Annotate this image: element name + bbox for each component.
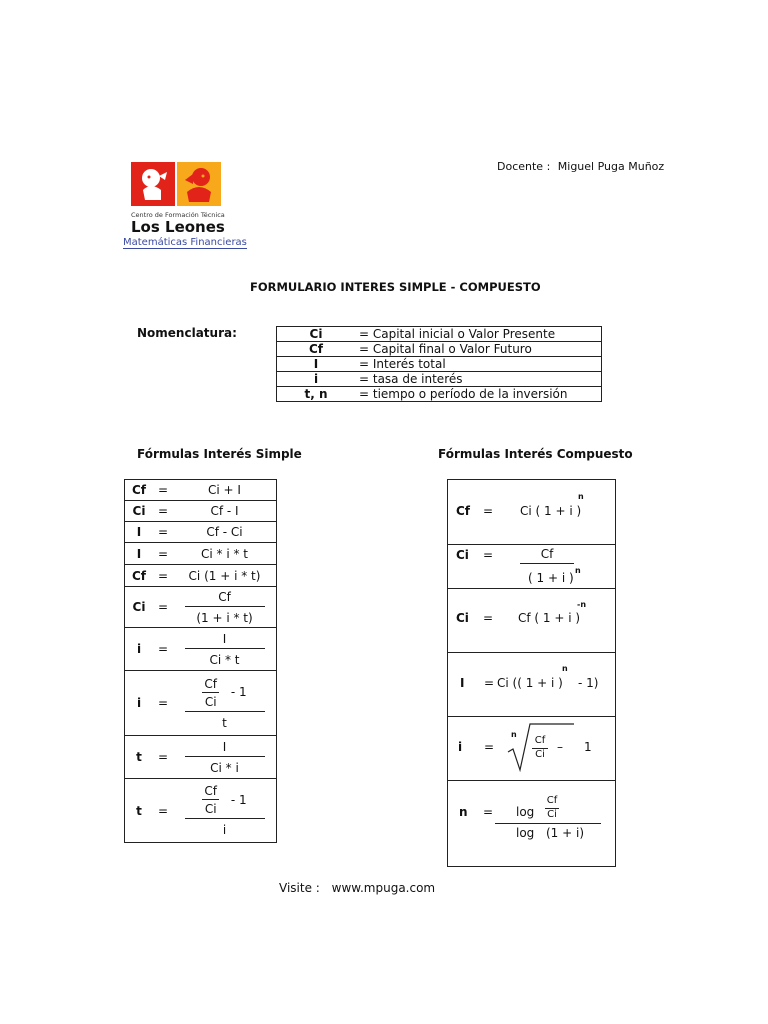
log-label: log <box>516 826 535 840</box>
equals-sign: = <box>153 587 173 628</box>
fraction-bar <box>520 563 574 564</box>
fraction-denominator: (1 + i * t) <box>185 606 265 625</box>
formula-symbol: i <box>458 740 463 754</box>
formula-expression: Ci * i * t <box>173 543 277 565</box>
formula-expression: Ci (1 + i * t) <box>173 565 277 587</box>
equals-sign: = <box>153 671 173 736</box>
equals-sign: = <box>483 611 494 625</box>
fraction-numerator: Cf <box>534 735 546 746</box>
lion-right-icon <box>177 162 221 206</box>
formula-expression: - 1) <box>578 676 599 690</box>
fraction-denominator: Ci <box>547 809 557 820</box>
page-title: FORMULARIO INTERES SIMPLE - COMPUESTO <box>250 280 541 294</box>
fraction-numerator: Cf <box>204 676 217 691</box>
fraction-denominator: Ci <box>535 749 545 760</box>
formula-symbol: I <box>125 522 154 543</box>
fraction-denominator: Ci * t <box>185 648 265 667</box>
logo-subtitle: Matemáticas Financieras <box>123 237 247 248</box>
fraction-denominator: i <box>185 818 265 837</box>
table-row <box>277 342 602 357</box>
table-row <box>448 652 615 717</box>
exponent: -n <box>577 600 587 609</box>
formula-constant: 1 <box>584 740 592 754</box>
root-index: n <box>511 730 517 739</box>
equals-sign: = <box>153 628 173 671</box>
table-row <box>125 522 277 543</box>
table-row <box>448 544 615 589</box>
nomenclature-table <box>276 326 602 402</box>
nom-description: = tasa de interés <box>355 372 602 387</box>
exponent: n <box>578 492 584 501</box>
simple-formulas-table <box>124 479 277 843</box>
table-row <box>125 779 277 843</box>
equals-sign: = <box>483 548 494 562</box>
nom-description: = Capital final o Valor Futuro <box>355 342 602 357</box>
nom-symbol: Cf <box>277 342 356 357</box>
nomenclature-label: Nomenclatura: <box>137 326 237 340</box>
footer <box>279 881 435 895</box>
table-row <box>448 716 615 781</box>
fraction-numerator: Cf <box>218 589 231 604</box>
table-row <box>277 387 602 402</box>
nom-description: = Capital inicial o Valor Presente <box>355 327 602 342</box>
fraction-denominator: Ci <box>202 799 219 816</box>
table-row <box>125 736 277 779</box>
docente-label: Docente : <box>497 160 551 173</box>
equals-sign: = <box>153 522 173 543</box>
table-row <box>277 357 602 372</box>
nom-symbol: I <box>277 357 356 372</box>
equals-sign: = <box>153 501 173 522</box>
footer-link[interactable]: www.mpuga.com <box>331 881 436 895</box>
formula-symbol: t <box>125 779 154 843</box>
equals-sign: = <box>153 480 173 501</box>
docente-line <box>497 160 664 173</box>
table-row <box>277 372 602 387</box>
lion-left-icon <box>131 162 175 206</box>
table-row <box>125 587 277 628</box>
formula-expression: Ci ( 1 + i ) <box>520 504 582 518</box>
formula-expression <box>173 671 277 736</box>
fraction-denominator: t <box>185 711 265 730</box>
table-row <box>277 327 602 342</box>
formula-symbol: Ci <box>125 587 154 628</box>
table-row <box>125 543 277 565</box>
footer-label: Visite : <box>279 881 320 895</box>
log-label: log <box>516 805 535 819</box>
formula-symbol: Ci <box>456 611 469 625</box>
table-row <box>448 780 615 865</box>
table-row <box>125 480 277 501</box>
simple-heading: Fórmulas Interés Simple <box>137 447 302 461</box>
formula-symbol: I <box>125 543 154 565</box>
nom-description: = Interés total <box>355 357 602 372</box>
equals-sign: = <box>153 543 173 565</box>
nom-symbol: i <box>277 372 356 387</box>
formula-expression: Cf - I <box>173 501 277 522</box>
formula-expression: Ci + I <box>173 480 277 501</box>
formula-symbol: Cf <box>125 565 154 587</box>
exponent: n <box>575 566 581 575</box>
fraction-denominator: Ci * i <box>185 756 265 775</box>
fraction-numerator: I <box>222 631 227 646</box>
equals-sign: = <box>483 805 494 819</box>
nom-symbol: t, n <box>277 387 356 402</box>
compound-formulas-panel <box>447 479 616 867</box>
formula-symbol: I <box>460 676 465 690</box>
logo-line1: Centro de Formación Técnica <box>131 211 225 219</box>
formula-expression <box>173 779 277 843</box>
table-row <box>448 480 615 545</box>
minus-sign: – <box>557 740 563 754</box>
fraction-bar <box>495 823 601 824</box>
formula-expression: Ci (( 1 + i ) <box>497 676 563 690</box>
formula-symbol: t <box>125 736 154 779</box>
formula-symbol: Ci <box>456 548 469 562</box>
nom-description: = tiempo o período de la inversión <box>355 387 602 402</box>
table-row <box>448 588 615 653</box>
equals-sign: = <box>484 740 495 754</box>
minus-one: - 1 <box>230 685 247 699</box>
formula-symbol: n <box>459 805 468 819</box>
equals-sign: = <box>153 736 173 779</box>
logo <box>120 160 247 252</box>
formula-symbol: Cf <box>125 480 154 501</box>
formula-symbol: Ci <box>125 501 154 522</box>
equals-sign: = <box>483 504 494 518</box>
equals-sign: = <box>153 565 173 587</box>
compound-heading: Fórmulas Interés Compuesto <box>438 447 633 461</box>
formula-symbol: i <box>125 671 154 736</box>
exponent: n <box>562 664 568 673</box>
formula-expression <box>173 736 277 779</box>
minus-one: - 1 <box>230 792 247 807</box>
fraction-denominator: Ci <box>202 692 219 709</box>
fraction-numerator: Cf <box>546 795 558 806</box>
equals-sign: = <box>153 779 173 843</box>
fraction-numerator: Cf <box>540 547 554 561</box>
formula-symbol: Cf <box>456 504 471 518</box>
logo-line2: Los Leones <box>131 218 225 236</box>
fraction-denominator: (1 + i) <box>546 826 585 840</box>
fraction-numerator: I <box>222 739 227 754</box>
table-row <box>125 671 277 736</box>
table-row <box>125 628 277 671</box>
fraction-denominator: ( 1 + i ) <box>528 571 574 585</box>
table-row <box>125 565 277 587</box>
formula-symbol: i <box>125 628 154 671</box>
equals-sign: = <box>484 676 495 690</box>
formula-expression <box>173 628 277 671</box>
fraction-numerator: Cf <box>204 784 217 798</box>
table-row <box>125 501 277 522</box>
formula-expression: Cf ( 1 + i ) <box>518 611 581 625</box>
docente-name: Miguel Puga Muñoz <box>557 160 665 173</box>
nom-symbol: Ci <box>277 327 356 342</box>
formula-expression <box>173 587 277 628</box>
formula-expression: Cf - Ci <box>173 522 277 543</box>
